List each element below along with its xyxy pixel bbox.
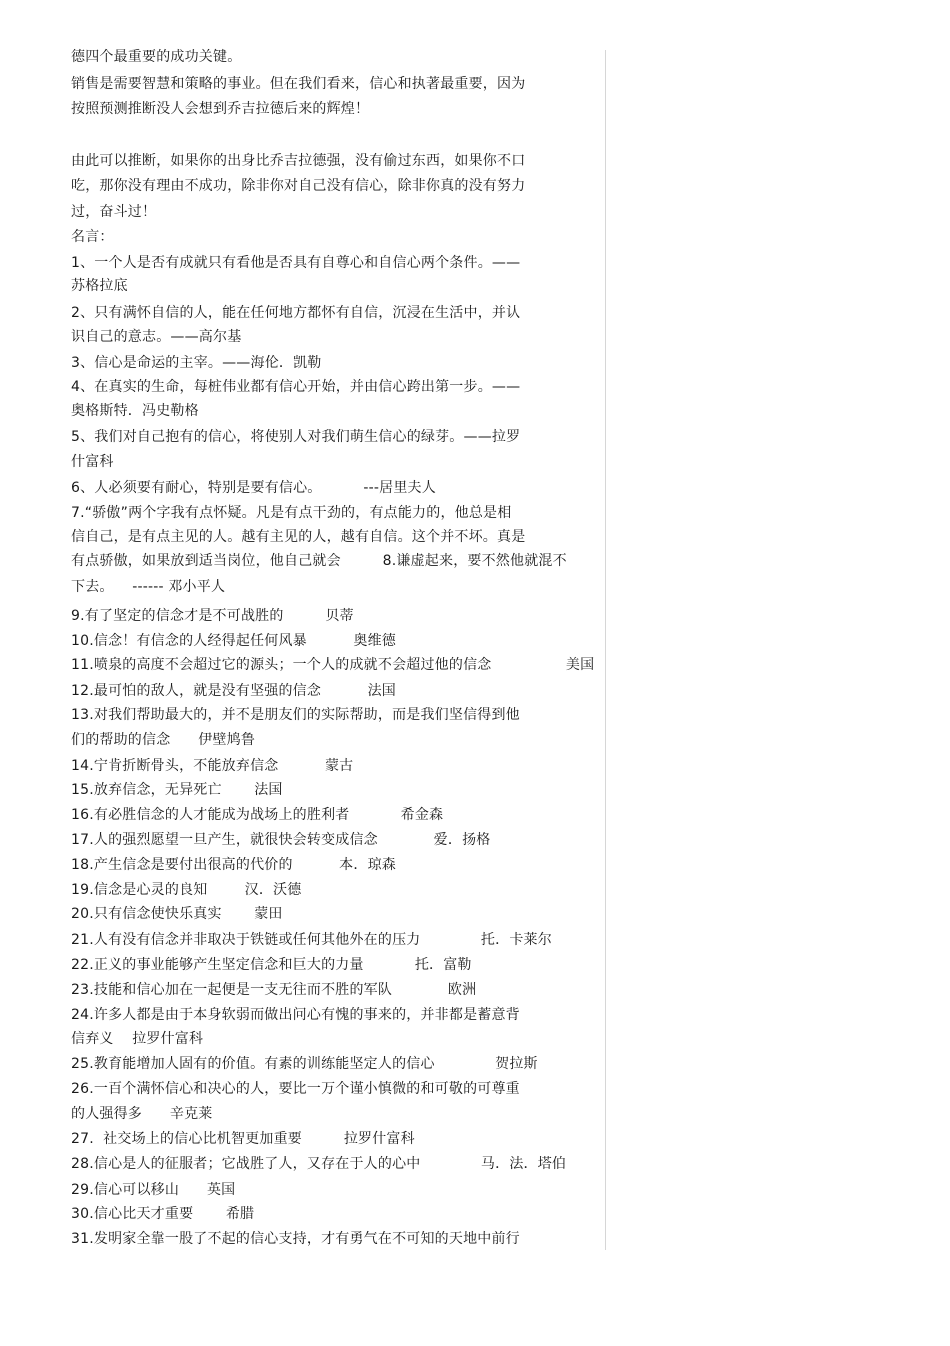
quote-line: 13.对我们帮助最大的，并不是朋友们的实际帮助，而是我们坚信得到他 xyxy=(71,707,520,723)
quote-line: 5、我们对自己抱有的信心，将使别人对我们萌生信心的绿芽。——拉罗 xyxy=(71,429,521,445)
quote-line: 30.信心比天才重要 希腊 xyxy=(71,1206,255,1222)
quote-line: 苏格拉底 xyxy=(71,278,128,294)
quote-line: 下去。 ------ 邓小平人 xyxy=(71,579,226,595)
quote-line: 28.信心是人的征服者；它战胜了人，又存在于人的心中 马．法．塔伯 xyxy=(71,1156,567,1172)
quote-line: 识自己的意志。——高尔基 xyxy=(71,329,242,345)
quote-line: 15.放弃信念，无异死亡 法国 xyxy=(71,782,283,798)
quote-line: 们的帮助的信念 伊壁鸠鲁 xyxy=(71,732,256,748)
section-heading: 名言： xyxy=(71,229,114,245)
quote-line: 17.人的强烈愿望一旦产生，就很快会转变成信念 爱．扬格 xyxy=(71,832,491,848)
quote-line: 25.教育能增加人固有的价值。有素的训练能坚定人的信心 贺拉斯 xyxy=(71,1056,538,1072)
quote-line: 的人强得多 辛克莱 xyxy=(71,1106,213,1122)
quote-line: 22.正义的事业能够产生坚定信念和巨大的力量 托．富勒 xyxy=(71,957,472,973)
quote-line: 20.只有信念使快乐真实 蒙田 xyxy=(71,906,283,922)
quote-line: 23.技能和信心加在一起便是一支无往而不胜的军队 欧洲 xyxy=(71,982,477,998)
text-line: 由此可以推断，如果你的出身比乔吉拉德强，没有偷过东西，如果你不口 xyxy=(71,153,526,169)
quote-line: 1、一个人是否有成就只有看他是否具有自尊心和自信心两个条件。—— xyxy=(71,255,521,271)
quote-line: 21.人有没有信念并非取决于铁链或任何其他外在的压力 托．卡莱尔 xyxy=(71,932,552,948)
text-line: 销售是需要智慧和策略的事业。但在我们看来，信心和执著最重要，因为 xyxy=(71,76,526,92)
quote-line: 19.信念是心灵的良知 汉．沃德 xyxy=(71,882,302,898)
quote-line: 27. 社交场上的信心比机智更加重要 拉罗什富科 xyxy=(71,1131,415,1147)
quote-line: 6、人必须要有耐心，特别是要有信心。 ---居里夫人 xyxy=(71,480,436,496)
quote-line: 有点骄傲，如果放到适当岗位，他自己就会 8.谦虚起来，要不然他就混不 xyxy=(71,553,567,569)
quote-line: 29.信心可以移山 英国 xyxy=(71,1182,236,1198)
text-line: 按照预测推断没人会想到乔吉拉德后来的辉煌！ xyxy=(71,101,370,117)
quote-line: 9.有了坚定的信念才是不可战胜的 贝蒂 xyxy=(71,608,354,624)
quote-line: 信自己，是有点主见的人。越有主见的人，越有自信。这个并不坏。真是 xyxy=(71,529,526,545)
quote-line: 3、信心是命运的主宰。——海伦．凯勒 xyxy=(71,355,322,371)
quote-line: 11.喷泉的高度不会超过它的源头；一个人的成就不会超过他的信念 美国 xyxy=(71,657,595,673)
text-line: 吃，那你没有理由不成功，除非你对自己没有信心，除非你真的没有努力 xyxy=(71,178,526,194)
quote-line: 什富科 xyxy=(71,454,114,470)
quote-line: 10.信念！有信念的人经得起任何风暴 奥维德 xyxy=(71,633,396,649)
quote-line: 2、只有满怀自信的人，能在任何地方都怀有自信，沉浸在生活中，并认 xyxy=(71,305,521,321)
text-line: 过，奋斗过！ xyxy=(71,204,157,220)
quote-line: 4、在真实的生命，每桩伟业都有信心开始，并由信心跨出第一步。—— xyxy=(71,379,521,395)
quote-line: 24.许多人都是由于本身软弱而做出问心有愧的事来的，并非都是蓄意背 xyxy=(71,1007,520,1023)
quote-line: 16.有必胜信念的人才能成为战场上的胜利者 希金森 xyxy=(71,807,444,823)
quote-line: 信弃义 拉罗什富科 xyxy=(71,1031,204,1047)
quote-line: 31.发明家全靠一股了不起的信心支持，才有勇气在不可知的天地中前行 xyxy=(71,1231,520,1247)
quote-line: 奥格斯特．冯史勒格 xyxy=(71,403,199,419)
text-line: 德四个最重要的成功关键。 xyxy=(71,49,242,65)
quote-line: 14.宁肯折断骨头，不能放弃信念 蒙古 xyxy=(71,758,354,774)
quote-line: 18.产生信念是要付出很高的代价的 本．琼森 xyxy=(71,857,396,873)
quote-line: 7.“骄傲”两个字我有点怀疑。凡是有点干劲的，有点能力的，他总是相 xyxy=(71,505,512,521)
quote-line: 26.一百个满怀信心和决心的人，要比一万个谨小慎微的和可敬的可尊重 xyxy=(71,1081,520,1097)
quote-line: 12.最可怕的敌人，就是没有坚强的信念 法国 xyxy=(71,683,396,699)
column-divider xyxy=(605,50,606,1250)
